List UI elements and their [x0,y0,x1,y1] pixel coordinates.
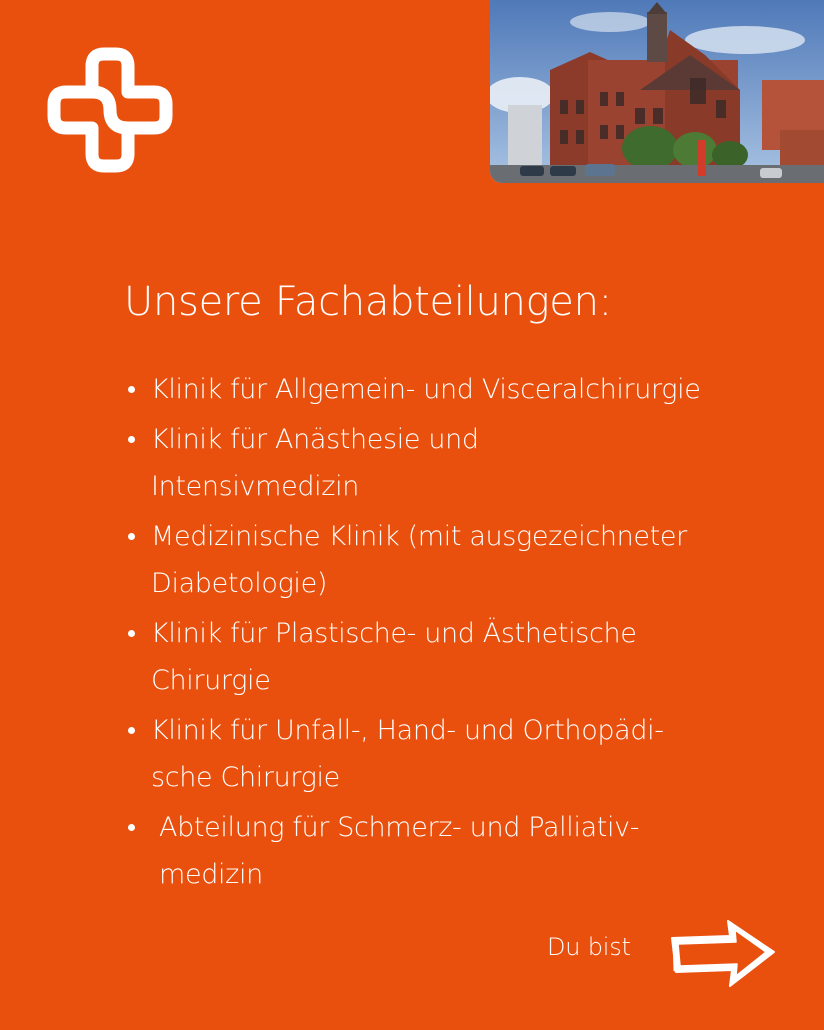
department-name: Klinik für Allgemein- und Visceralchirurgie [151,374,701,405]
bullet-icon [128,727,135,734]
department-name-continued: medizin [159,859,263,890]
list-item [128,804,788,898]
list-item [128,513,788,607]
department-name: Medizinische Klinik (mit ausgezeichneter [151,521,687,552]
bullet-icon [128,630,135,637]
bullet-icon [128,436,135,443]
bullet-icon [128,386,135,393]
hospital-cross-logo-icon [46,46,174,174]
bullet-icon [128,533,135,540]
department-name: Klinik für Anästhesie und [151,424,479,455]
department-name-continued: Intensivmedizin [151,471,360,502]
department-name: Klinik für Plastische- und Ästhetische [151,618,637,649]
department-name: Klinik für Unfall-, Hand- und Orthopädi- [151,715,664,746]
list-item [128,366,788,413]
department-name-continued: sche Chirurgie [151,762,340,793]
hand-drawn-arrow-right-icon[interactable] [666,916,782,992]
list-item [128,416,788,510]
next-label: Du bist [547,933,631,961]
department-list [128,366,788,901]
hospital-building-photo [490,0,824,183]
department-name: Abteilung für Schmerz- und Palliativ- [159,812,640,843]
list-item [128,610,788,704]
list-item [128,707,788,801]
bullet-icon [128,824,135,831]
page-title: Unsere Fachabteilungen: [124,279,612,325]
department-name-continued: Chirurgie [151,665,271,696]
department-name-continued: Diabetologie) [151,568,328,599]
